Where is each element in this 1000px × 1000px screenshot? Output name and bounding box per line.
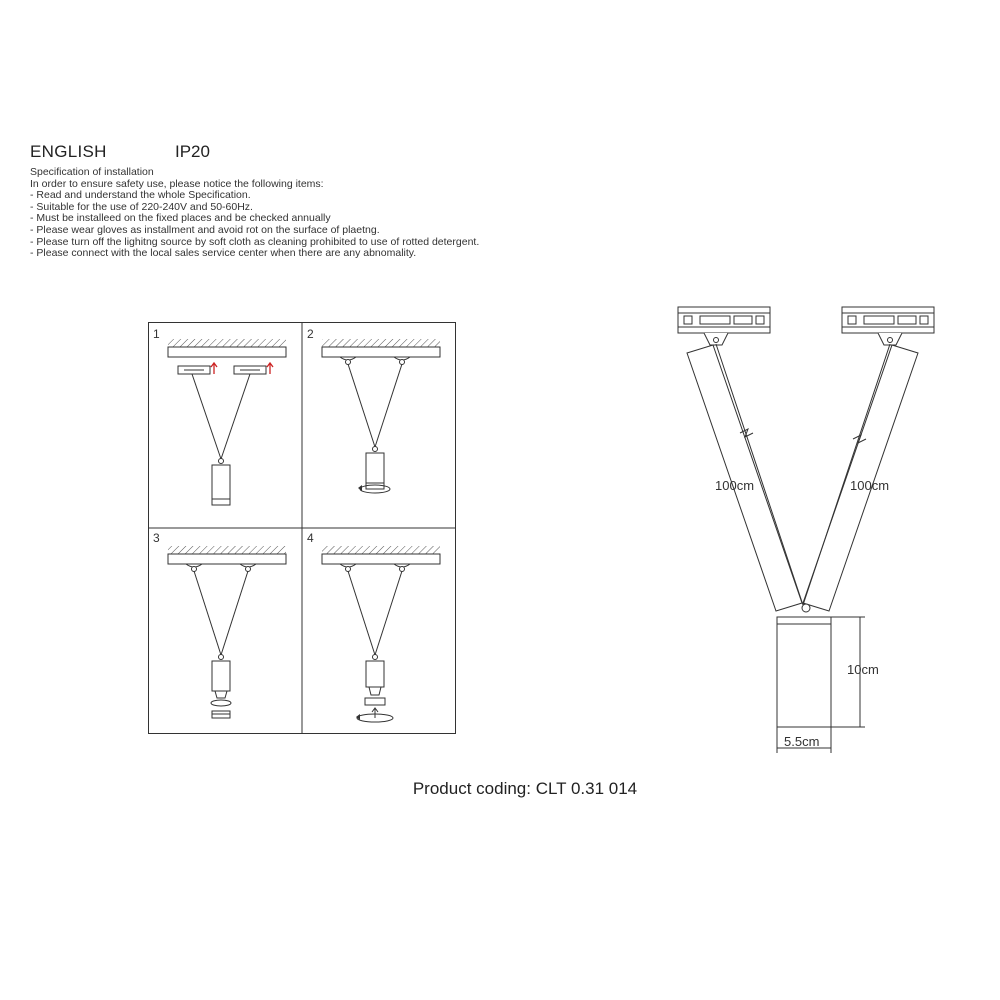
up-arrow-icon: [267, 363, 273, 374]
spec-title: Specification of installation: [30, 166, 154, 178]
up-arrow-icon: [211, 363, 217, 374]
spec-item: - Suitable for the use of 220-240V and 50-60Hz.: [30, 200, 253, 213]
lamp-body: [212, 661, 230, 691]
track-adapter-left: [678, 307, 770, 345]
spec-item: - Must be installeed on the fixed places and be checked annually: [30, 212, 331, 225]
lamp-body: [777, 604, 831, 727]
installation-steps-grid: [148, 322, 456, 734]
bulb: [369, 687, 381, 695]
lamp-body: [366, 453, 384, 489]
lamp-ring: [365, 698, 385, 705]
spec-item: - Please turn off the lighitng source by soft cloth as cleaning prohibited to use of rotted detergent.: [30, 235, 480, 248]
step-1-panel: [153, 327, 286, 505]
step-2-panel: [307, 327, 440, 493]
arm-length-label-right: 100cm: [850, 478, 890, 493]
specification-block: [30, 167, 479, 260]
bulb: [215, 691, 227, 698]
lamp-body: [366, 661, 384, 687]
language-heading: ENGLISH: [30, 142, 107, 161]
lamp-body: [212, 465, 230, 505]
lamp-ring: [212, 711, 230, 718]
spec-intro: In order to ensure safety use, please notice the following items:: [30, 177, 324, 190]
spec-item: - Please connect with the local sales service center when there are any abnomality.: [30, 247, 417, 260]
ceiling-adapter: [178, 366, 210, 374]
ceiling-adapter: [234, 366, 266, 374]
track-adapter-right: [842, 307, 934, 345]
arm-length-label-left: 100cm: [715, 478, 755, 493]
step-4-panel: [307, 531, 440, 722]
spec-item: - Read and understand the whole Specification.: [30, 189, 251, 202]
ip-rating: IP20: [175, 142, 210, 161]
rotate-arrow-icon: [211, 700, 231, 706]
step-3-panel: [153, 531, 286, 718]
step-number: 3: [153, 531, 160, 545]
step-number: 1: [153, 327, 160, 341]
height-label: 10cm: [847, 662, 879, 677]
dimension-drawing: [660, 295, 960, 765]
rotate-arrow-icon: [356, 708, 393, 722]
step-number: 4: [307, 531, 314, 545]
product-coding-text: Product coding: CLT 0.31 014: [412, 779, 638, 798]
width-label: 5.5cm: [784, 734, 820, 749]
step-number: 2: [307, 327, 314, 341]
spec-item: - Please wear gloves as installment and avoid rot on the surface of plaetng.: [30, 223, 380, 236]
product-coding: [0, 779, 1000, 799]
